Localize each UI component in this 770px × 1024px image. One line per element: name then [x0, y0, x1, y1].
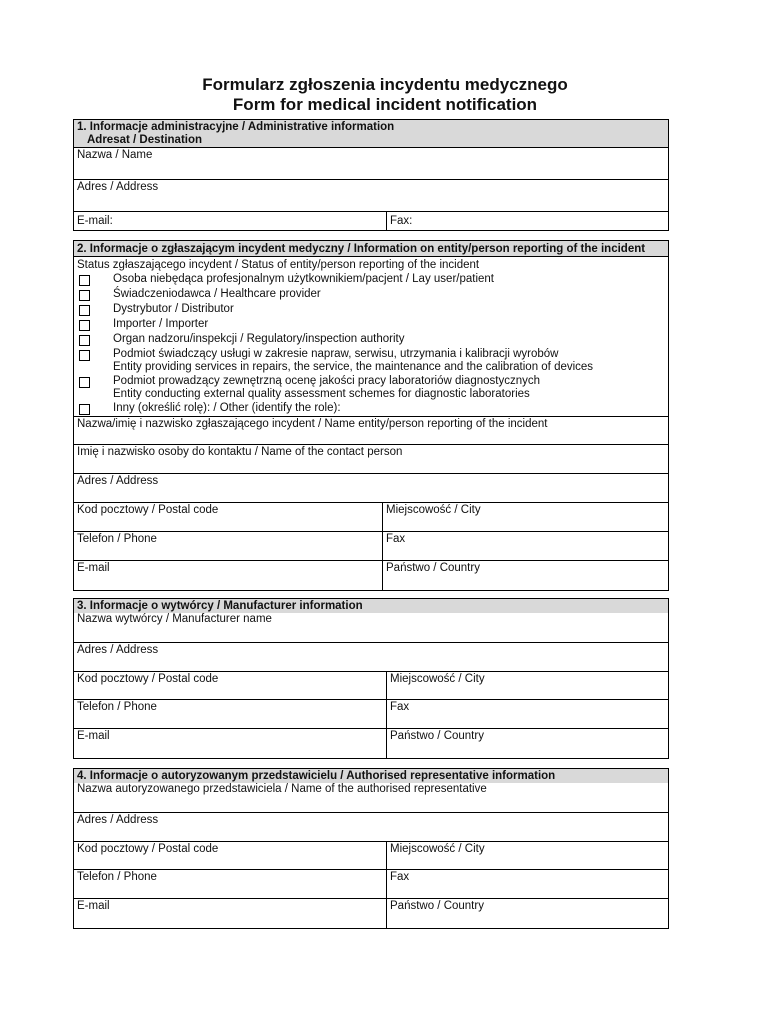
section-manufacturer	[73, 598, 669, 759]
contact-person-label: Imię i nazwisko osoby do kontaktu / Name of the contact person	[77, 446, 403, 458]
address-label: Adres / Address	[77, 814, 159, 826]
option-label: Organ nadzoru/inspekcji / Regulatory/inspection authority	[113, 333, 405, 345]
representative-phone-field[interactable]	[74, 870, 386, 898]
option-label: Podmiot świadczący usługi w zakresie napraw, serwisu, utrzymania i kalibracji wyrobów	[113, 348, 559, 360]
manufacturer-name-field[interactable]	[74, 613, 668, 643]
address-label: Adres / Address	[77, 181, 159, 193]
country-label: Państwo / Country	[386, 562, 480, 574]
representative-address-field[interactable]	[74, 813, 668, 842]
phone-label: Telefon / Phone	[77, 533, 157, 545]
representative-postal-row	[74, 842, 668, 870]
representative-city-field[interactable]	[386, 842, 668, 869]
status-option-service-entity[interactable]	[74, 348, 668, 375]
status-option-quality-assessment[interactable]	[74, 375, 668, 402]
section-1-header	[74, 120, 668, 148]
option-label: Importer / Importer	[113, 318, 209, 330]
fax-label: Fax	[390, 871, 410, 883]
status-option-lay-user[interactable]	[74, 273, 668, 288]
representative-country-field[interactable]	[386, 899, 668, 928]
checkbox[interactable]	[79, 404, 90, 415]
checkbox[interactable]	[79, 350, 90, 361]
reporter-phone-row	[74, 532, 668, 561]
destination-address-field[interactable]	[74, 180, 668, 212]
checkbox[interactable]	[79, 305, 90, 316]
reporter-fax-field[interactable]	[382, 532, 668, 560]
fax-label: Fax	[386, 533, 406, 545]
option-label: Inny (określić rolę): / Other (identify the role):	[113, 402, 341, 414]
representative-fax-field[interactable]	[386, 870, 668, 898]
section-3-header: 3. Informacje o wytwórcy / Manufacturer information	[74, 599, 668, 613]
representative-name-field[interactable]	[74, 783, 668, 813]
destination-contact-row	[74, 212, 668, 230]
section-authorised-representative	[73, 768, 669, 929]
fax-label: Fax:	[390, 215, 413, 227]
reporter-postal-row	[74, 503, 668, 532]
reporter-email-field[interactable]	[74, 561, 382, 590]
reporter-country-field[interactable]	[382, 561, 668, 590]
postal-code-label: Kod pocztowy / Postal code	[77, 673, 219, 685]
manufacturer-postal-row	[74, 672, 668, 700]
city-label: Miejscowość / City	[390, 673, 485, 685]
representative-phone-row	[74, 870, 668, 899]
manufacturer-address-field[interactable]	[74, 643, 668, 672]
status-option-other[interactable]	[74, 402, 668, 417]
email-label: E-mail	[77, 730, 110, 742]
manufacturer-email-row	[74, 729, 668, 758]
section-2-header: 2. Informacje o zgłaszającym incydent medyczny / Information on entity/person reporting of the incident	[74, 241, 668, 257]
representative-name-label: Nazwa autoryzowanego przedstawiciela / Name of the authorised representative	[77, 783, 487, 795]
address-label: Adres / Address	[77, 475, 159, 487]
representative-email-field[interactable]	[74, 899, 386, 928]
reporter-address-field[interactable]	[74, 474, 668, 503]
representative-email-row	[74, 899, 668, 928]
phone-label: Telefon / Phone	[77, 871, 157, 883]
manufacturer-phone-field[interactable]	[74, 700, 386, 728]
destination-fax-field[interactable]	[386, 212, 668, 230]
email-label: E-mail	[77, 900, 110, 912]
checkbox[interactable]	[79, 377, 90, 388]
checkbox[interactable]	[79, 335, 90, 346]
option-label-english: Entity providing services in repairs, the service, the maintenance and the calibration of devices	[113, 361, 594, 373]
status-option-distributor[interactable]	[74, 303, 668, 318]
status-label: Status zgłaszającego incydent / Status of entity/person reporting of the incident	[77, 259, 480, 271]
checkbox[interactable]	[79, 290, 90, 301]
reporter-phone-field[interactable]	[74, 532, 382, 560]
section-4-header: 4. Informacje o autoryzowanym przedstawicielu / Authorised representative information	[74, 769, 668, 783]
manufacturer-email-field[interactable]	[74, 729, 386, 758]
representative-postal-code-field[interactable]	[74, 842, 386, 869]
fax-label: Fax	[390, 701, 410, 713]
reporter-status-block	[74, 257, 668, 417]
status-option-importer[interactable]	[74, 318, 668, 333]
postal-code-label: Kod pocztowy / Postal code	[77, 504, 219, 516]
option-label-english: Entity conducting external quality assessment schemes for diagnostic laboratories	[113, 388, 530, 400]
city-label: Miejscowość / City	[386, 504, 481, 516]
country-label: Państwo / Country	[390, 730, 484, 742]
reporter-postal-code-field[interactable]	[74, 503, 382, 531]
option-label: Świadczeniodawca / Healthcare provider	[113, 288, 321, 300]
reporter-city-field[interactable]	[382, 503, 668, 531]
phone-label: Telefon / Phone	[77, 701, 157, 713]
option-label: Osoba niebędąca profesjonalnym użytkownikiem/pacjent / Lay user/patient	[113, 273, 494, 285]
city-label: Miejscowość / City	[390, 843, 485, 855]
checkbox[interactable]	[79, 320, 90, 331]
email-label: E-mail	[77, 562, 110, 574]
manufacturer-fax-field[interactable]	[386, 700, 668, 728]
destination-name-field[interactable]	[74, 148, 668, 180]
status-option-healthcare-provider[interactable]	[74, 288, 668, 303]
country-label: Państwo / Country	[390, 900, 484, 912]
option-label: Dystrybutor / Distributor	[113, 303, 234, 315]
section-1-title: 1. Informacje administracyjne / Administrative information	[77, 121, 395, 133]
manufacturer-name-label: Nazwa wytwórcy / Manufacturer name	[77, 613, 272, 625]
manufacturer-postal-code-field[interactable]	[74, 672, 386, 699]
destination-label: Adresat / Destination	[87, 134, 203, 146]
name-label: Nazwa / Name	[77, 149, 153, 161]
postal-code-label: Kod pocztowy / Postal code	[77, 843, 219, 855]
reporter-name-label: Nazwa/imię i nazwisko zgłaszającego incydent / Name entity/person reporting of the incident	[77, 418, 548, 430]
contact-person-field[interactable]	[74, 445, 668, 474]
manufacturer-city-field[interactable]	[386, 672, 668, 699]
manufacturer-phone-row	[74, 700, 668, 729]
status-option-regulatory-authority[interactable]	[74, 333, 668, 348]
address-label: Adres / Address	[77, 644, 159, 656]
manufacturer-country-field[interactable]	[386, 729, 668, 758]
form-title-english: Form for medical incident notification	[232, 95, 538, 114]
destination-email-field[interactable]	[74, 212, 386, 230]
option-label: Podmiot prowadzący zewnętrzną ocenę jakości pracy laboratoriów diagnostycznych	[113, 375, 540, 387]
form-title-polish: Formularz zgłoszenia incydentu medycznego	[202, 75, 568, 94]
reporter-name-field[interactable]	[74, 417, 668, 445]
email-label: E-mail:	[77, 215, 113, 227]
checkbox[interactable]	[79, 275, 90, 286]
reporter-email-row	[74, 561, 668, 590]
section-administrative	[73, 119, 669, 231]
section-reporter	[73, 240, 669, 591]
